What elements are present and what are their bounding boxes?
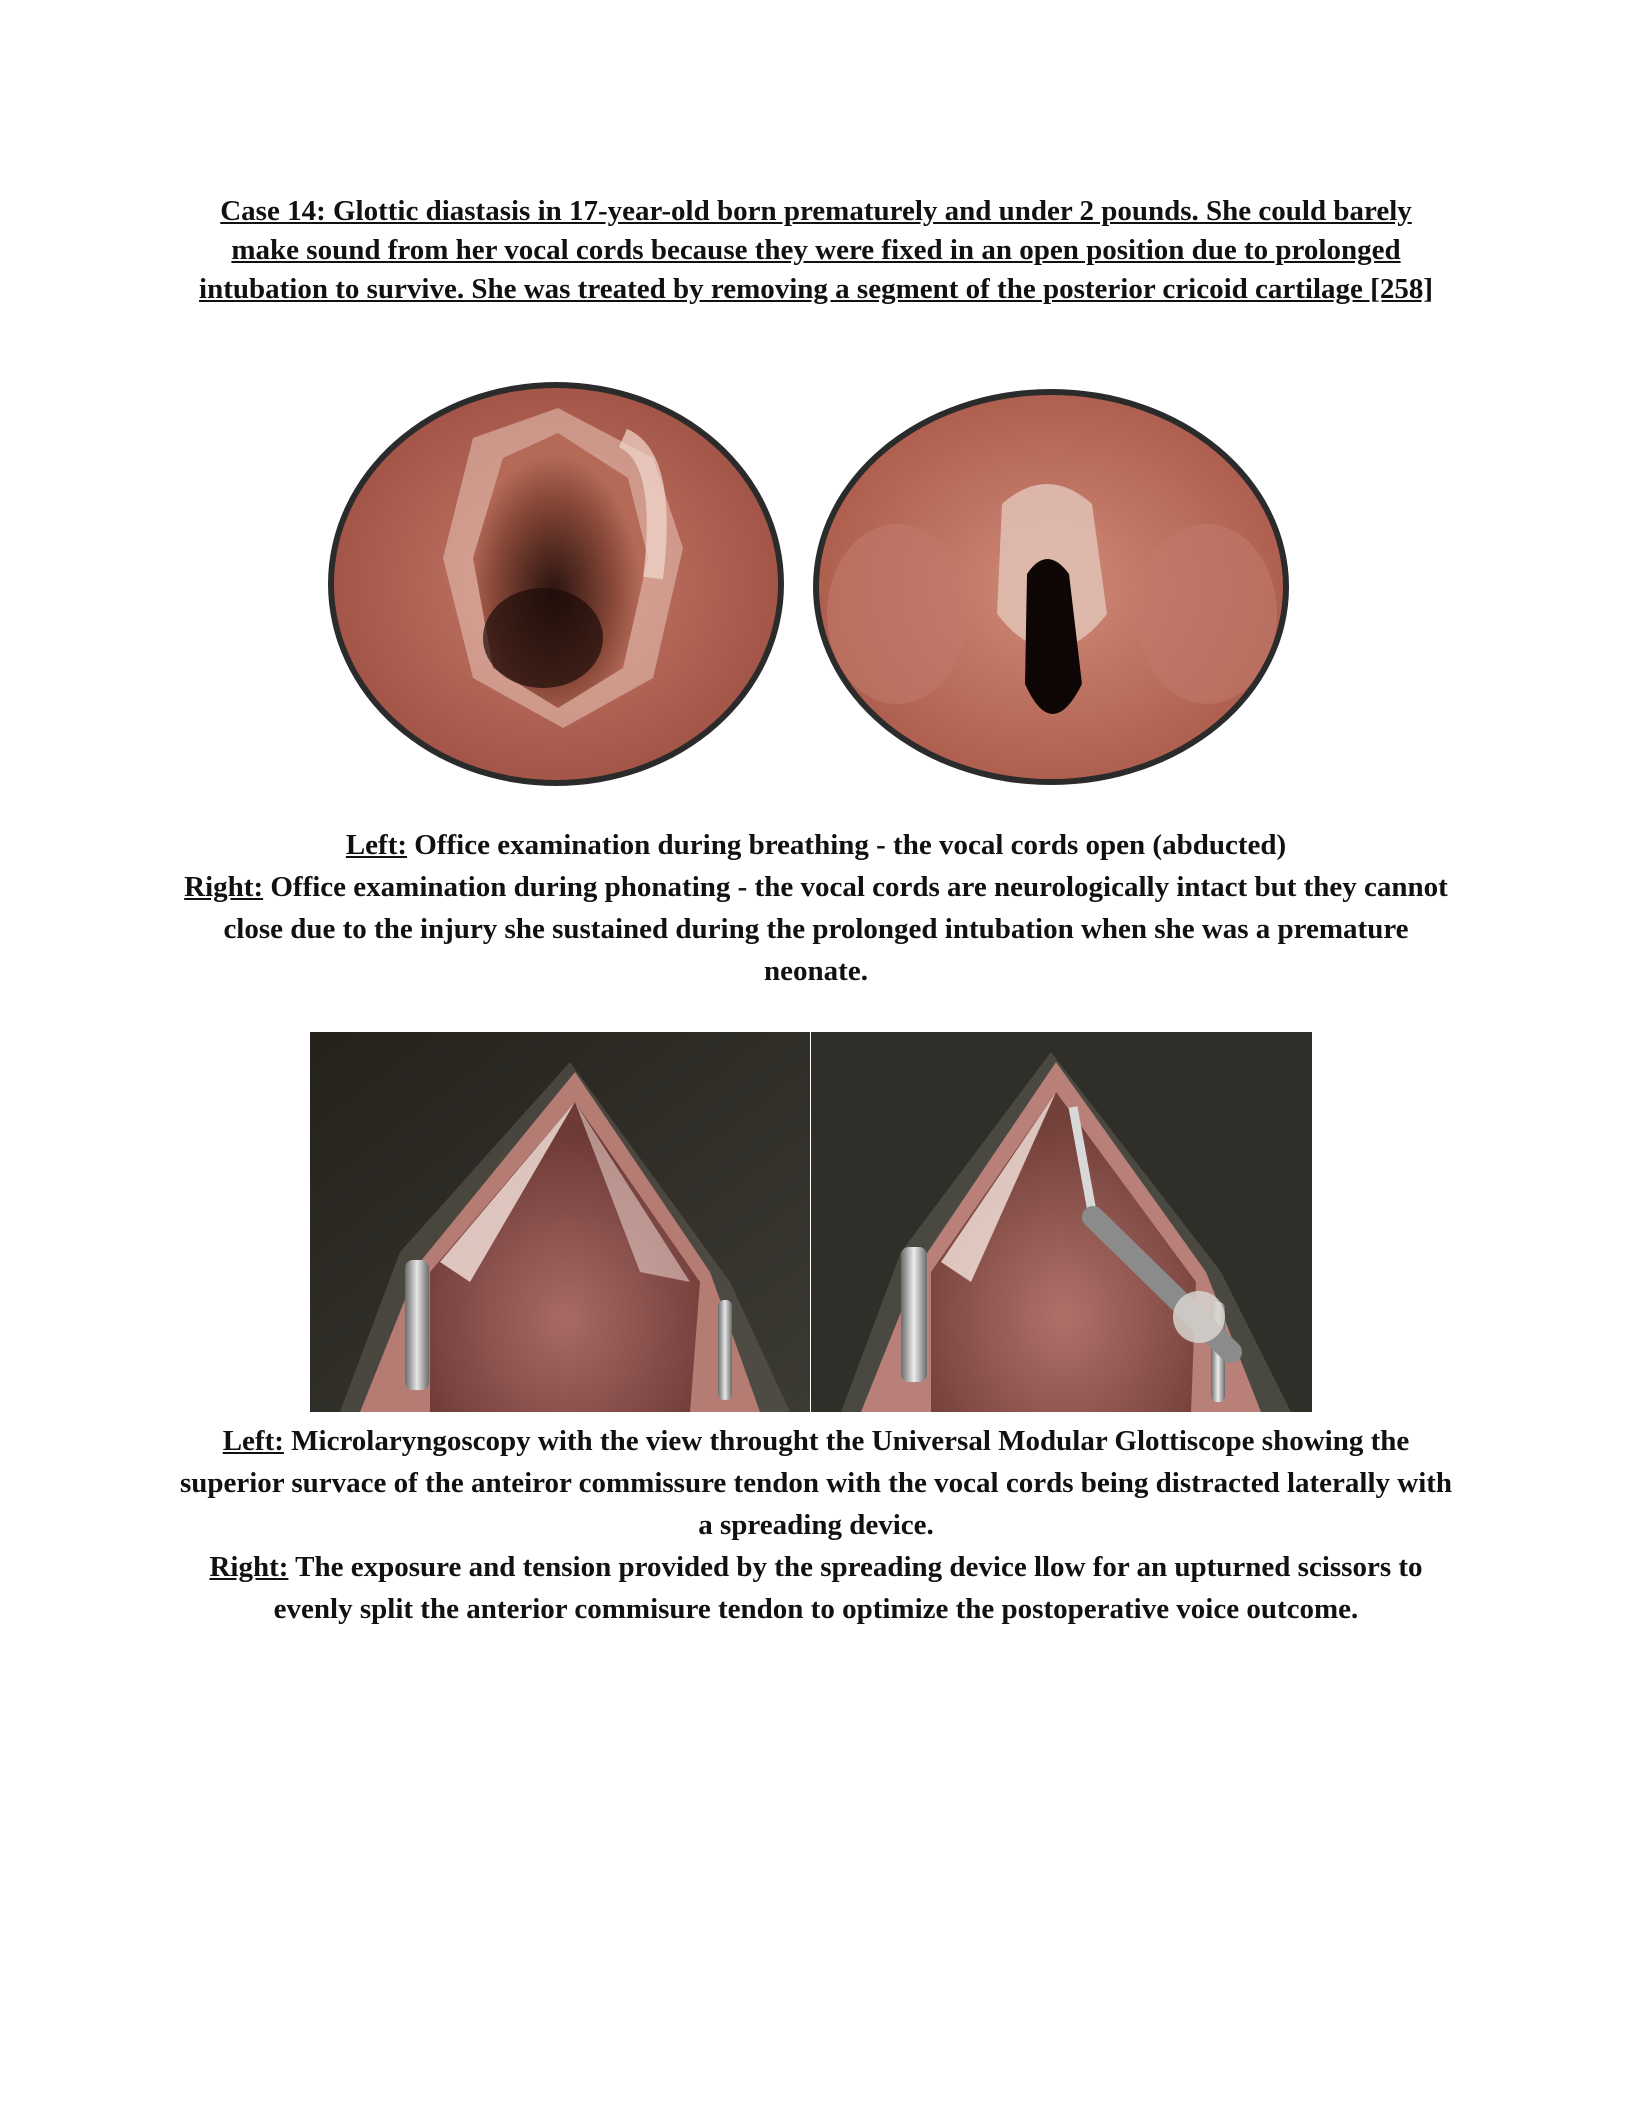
caption-left-line bbox=[170, 824, 1462, 866]
right-label: Right: bbox=[184, 871, 264, 903]
right-label: Right: bbox=[209, 1551, 289, 1583]
left-description: Office examination during breathing - the vocal cords open (abducted) bbox=[407, 829, 1287, 861]
caption-right-line bbox=[170, 1546, 1462, 1630]
endoscopy-breathing-image bbox=[323, 378, 789, 790]
right-description: The exposure and tension provided by the spreading device llow for an upturned scissors to evenly split the anterior commisure tendon to optimize the postoperative voice outcome. bbox=[273, 1551, 1423, 1625]
caption-right-line bbox=[170, 866, 1462, 992]
caption-office-exam bbox=[170, 824, 1462, 992]
left-label: Left: bbox=[345, 829, 408, 861]
endoscopy-phonating-image bbox=[807, 384, 1295, 790]
microlaryngoscopy-right-image bbox=[811, 1032, 1312, 1412]
left-description: Microlaryngoscopy with the view throught the Universal Modular Glottiscope showing the superior survace of the anteiror commissure tendon with the vocal cords being distracted laterally with a spreading device. bbox=[179, 1425, 1453, 1541]
right-description: Office examination during phonating - the vocal cords are neurologically intact but they cannot close due to the injury she sustained during the prolonged intubation when she was a premature neonate. bbox=[223, 871, 1448, 987]
caption-microlaryngoscopy bbox=[170, 1420, 1462, 1630]
microlaryngoscopy-left-image bbox=[310, 1032, 810, 1412]
case-title: Case 14: Glottic diastasis in 17-year-old born prematurely and under 2 pounds. She could barely make sound from her vocal cords because they were fixed in an open position due to prolonged intubation to survive. She was treated by removing a segment of the posterior cricoid cartilage [258] bbox=[199, 195, 1433, 305]
left-label: Left: bbox=[222, 1425, 284, 1457]
caption-left-line bbox=[170, 1420, 1462, 1546]
